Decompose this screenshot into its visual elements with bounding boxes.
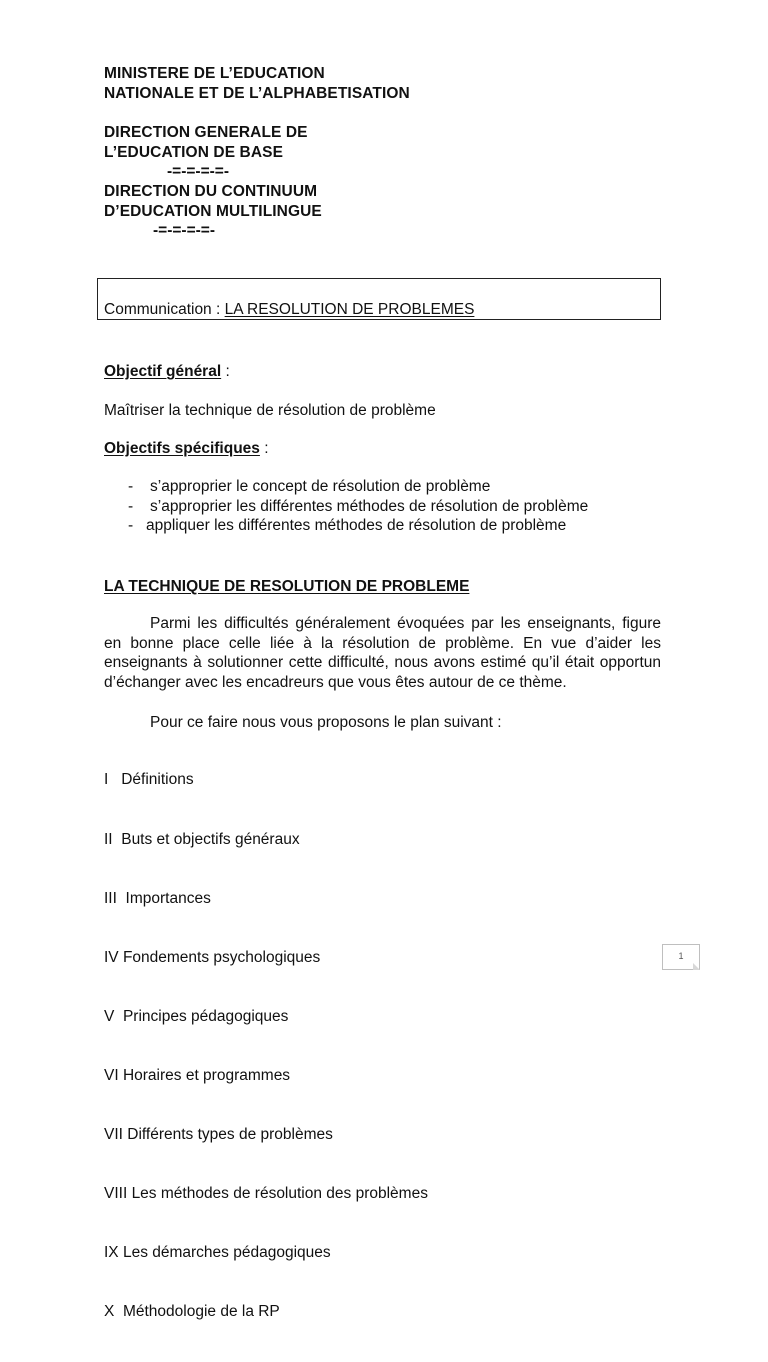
list-item [104,477,661,497]
direction-continuum-line-2: D’EDUCATION MULTILINGUE [104,203,322,220]
list-item-text: s’approprier les différentes méthodes de résolution de problème [150,497,589,515]
plan-item: II Buts et objectifs généraux [104,830,300,848]
plan-item: III Importances [104,889,211,907]
section-paragraph [104,614,661,693]
list-item-text: s’approprier le concept de résolution de problème [150,478,491,495]
direction-continuum-line-1: DIRECTION DU CONTINUUM [104,183,318,200]
ministry-line-1: MINISTERE DE L’EDUCATION [104,65,325,82]
list-item-text: appliquer les différentes méthodes de résolution de problème [146,517,567,535]
objectif-general-heading [104,362,661,382]
objectif-general-text: Maîtriser la technique de résolution de problème [104,402,436,419]
objectif-general-label: Objectif général [104,363,222,380]
section-title: LA TECHNIQUE DE RESOLUTION DE PROBLEME [104,578,470,595]
plan-item: X Méthodologie de la RP [104,1303,280,1321]
communication-line [104,300,474,320]
direction-generale-line-2: L’EDUCATION DE BASE [104,144,284,161]
bullet-dash: - [128,478,134,495]
communication-title: LA RESOLUTION DE PROBLEMES [224,301,475,318]
page-fold-icon [693,963,700,970]
page-number-box [662,944,700,970]
objectif-general-suffix: : [221,363,230,380]
paragraph-1: Parmi les difficultés généralement évoquées par les enseignants, figure en bonne place celle liée à la résolution de problème. En vue d’aider les enseignants à solutionner cette difficulté, nous avons estimé qu’il était opportun d’échanger avec les encadreurs que vous êtes autour de ce thème. [104,615,661,692]
plan-item: V Principes pédagogiques [104,1007,289,1025]
bullet-dash: - [128,497,134,515]
header-separator-1: -=-=-=-=- [167,163,230,180]
plan-list [104,731,428,1362]
objectifs-specifiques-label: Objectifs spécifiques [104,440,260,457]
communication-box [97,278,661,320]
list-item [104,497,661,517]
plan-item: VIII Les méthodes de résolution des problèmes [104,1185,428,1203]
plan-item: I Définitions [104,771,194,789]
communication-label: Communication : [104,301,225,318]
direction-generale-line-1: DIRECTION GENERALE DE [104,124,308,141]
ministry-line-2: NATIONALE ET DE L’ALPHABETISATION [104,85,410,102]
list-item [104,516,661,536]
objectifs-specifiques-list [104,477,661,536]
paragraph-2: Pour ce faire nous vous proposons le plan suivant : [150,714,502,731]
page-number: 1 [678,951,684,961]
objectifs-specifiques-suffix: : [259,440,269,457]
header-separator-2: -=-=-=-=- [153,222,216,239]
objectifs-specifiques-heading [104,439,661,459]
plan-item: IX Les démarches pédagogiques [104,1244,331,1262]
plan-item: VII Différents types de problèmes [104,1126,333,1144]
plan-item: VI Horaires et programmes [104,1066,291,1084]
plan-item: IV Fondements psychologiques [104,948,321,966]
bullet-dash: - [128,517,134,535]
